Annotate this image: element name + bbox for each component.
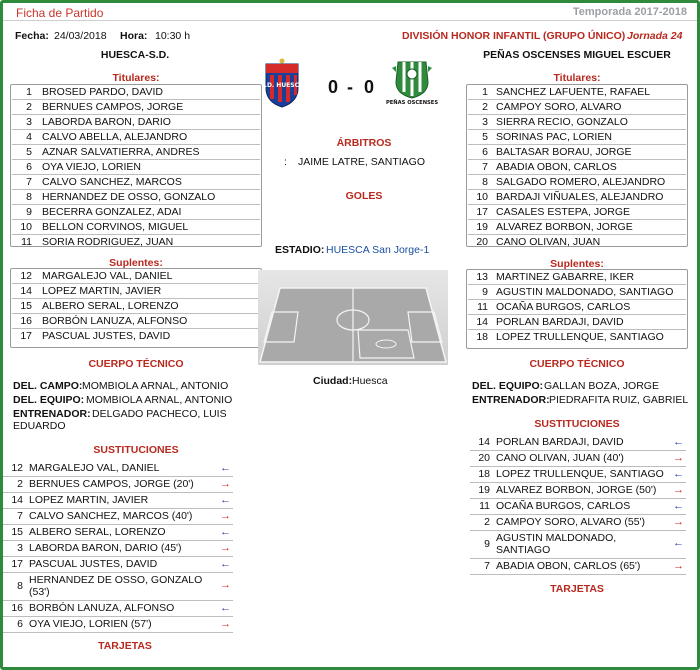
starter-row [12, 130, 260, 145]
top-bar [3, 3, 697, 21]
starter-row [12, 205, 260, 220]
away-crest-text: PEÑAS OSCENSES [385, 100, 439, 106]
stadium-label: ESTADIO: [275, 244, 325, 256]
starter-row [468, 130, 686, 145]
player-name[interactable]: ALBERO SERAL, LORENZO [42, 300, 179, 312]
shirt-number: 2 [484, 516, 490, 528]
away-staff-label: DEL. EQUIPO: [472, 380, 544, 392]
shirt-number: 11 [477, 301, 488, 313]
home-staff-value: DELGADO PACHECO, LUIS [92, 408, 227, 420]
player-name[interactable]: CALVO SANCHEZ, MARCOS [42, 176, 182, 188]
sub-row [12, 284, 260, 299]
referee-bullet: : [284, 156, 287, 168]
home-tarjetas-heading: TARJETAS [98, 640, 152, 652]
shirt-number: 3 [17, 542, 23, 554]
player-name[interactable]: LOPEZ MARTIN, JAVIER [42, 285, 162, 297]
sub-row [12, 269, 260, 284]
player-name[interactable]: AGUSTIN MALDONADO, [496, 532, 617, 544]
shirt-number: 8 [17, 580, 23, 592]
substitution-row [470, 483, 686, 499]
sub-out-arrow-icon: → [220, 542, 231, 554]
player-name[interactable]: OCAÑA BURGOS, CARLOS [496, 301, 631, 313]
starter-row [468, 145, 686, 160]
shirt-number: 11 [479, 500, 490, 512]
away-staff-value: GALLAN BOZA, JORGE [544, 380, 659, 392]
substitution-row [3, 557, 233, 573]
sub-out-arrow-icon: → [220, 510, 231, 522]
shirt-number: 12 [20, 270, 32, 282]
player-name[interactable]: ABADIA OBON, CARLOS [496, 161, 617, 173]
player-name[interactable]: MARGALEJO VAL, DANIEL [42, 270, 173, 282]
home-staff-label: DEL. EQUIPO: [13, 394, 85, 406]
shirt-number: 3 [26, 116, 32, 128]
player-name[interactable]: ALVAREZ BORBON, JORGE [496, 221, 633, 233]
home-titulares-heading: Titulares: [112, 72, 160, 84]
player-name[interactable]: MARGALEJO VAL, DANIEL [29, 462, 160, 474]
home-substitutions-heading: SUSTITUCIONES [93, 444, 179, 456]
player-name[interactable]: BALTASAR BORAU, JORGE [496, 146, 632, 158]
shirt-number: 5 [482, 131, 488, 143]
shirt-number: 16 [11, 602, 23, 614]
player-name[interactable]: LOPEZ TRULLENQUE, SANTIAGO [496, 468, 664, 480]
sub-out-arrow-icon: → [220, 478, 231, 490]
shirt-number: 13 [476, 271, 488, 283]
sub-in-arrow-icon: ← [673, 436, 684, 448]
away-tarjetas-heading: TARJETAS [550, 583, 604, 595]
sub-in-arrow-icon: ← [220, 602, 231, 614]
starter-row [468, 220, 686, 235]
substitution-row [3, 493, 233, 509]
player-name[interactable]: AGUSTIN MALDONADO, SANTIAGO [496, 286, 674, 298]
home-staff-label: DEL. CAMPO: [13, 380, 83, 392]
substitution-row [3, 601, 233, 617]
player-name[interactable]: SORINAS PAC, LORIEN [496, 131, 612, 143]
substitution-row [3, 525, 233, 541]
player-name[interactable]: PORLAN BARDAJI, DAVID [496, 436, 624, 448]
player-name[interactable]: LABORDA BARON, DARIO (45') [29, 542, 182, 554]
substitution-row [470, 467, 686, 483]
player-name[interactable]: HERNANDEZ DE OSSO, GONZALO [42, 191, 216, 203]
sub-row [12, 314, 260, 329]
shirt-number: 18 [478, 468, 490, 480]
shirt-number: 6 [26, 161, 32, 173]
shirt-number: 9 [484, 538, 490, 550]
shirt-number: 14 [11, 494, 23, 506]
player-name[interactable]: OCAÑA BURGOS, CARLOS [496, 500, 631, 512]
sub-out-arrow-icon: → [673, 560, 684, 572]
player-name[interactable]: CANO OLIVAN, JUAN (40') [496, 452, 624, 464]
player-name[interactable]: BORBÓN LANUZA, ALFONSO [29, 602, 175, 614]
shirt-number: 7 [484, 560, 490, 572]
player-name[interactable]: CANO OLIVAN, JUAN [496, 236, 601, 248]
player-name[interactable]: BERNUES CAMPOS, JORGE (20') [29, 478, 194, 490]
player-name[interactable]: LOPEZ MARTIN, JAVIER [29, 494, 149, 506]
home-crest-text: S.D. HUESCA [260, 82, 304, 89]
player-name[interactable]: HERNANDEZ DE OSSO, GONZALO [29, 574, 203, 586]
player-name[interactable]: BECERRA GONZALEZ, ADAI [42, 206, 182, 218]
starter-row [12, 220, 260, 235]
shirt-number: 11 [21, 236, 32, 248]
jornada-label: Jornada 24 [627, 30, 683, 42]
substitution-row [3, 617, 233, 633]
sub-row [468, 300, 686, 315]
home-staff-value: MOMBIOLA ARNAL, ANTONIO [86, 394, 233, 406]
player-name[interactable]: MARTINEZ GABARRE, IKER [496, 271, 635, 283]
sub-in-arrow-icon: ← [220, 494, 231, 506]
starter-row [468, 205, 686, 220]
starter-row [12, 115, 260, 130]
shirt-number: 20 [476, 236, 488, 248]
away-suplentes-heading: Suplentes: [550, 258, 604, 270]
shirt-number: 9 [26, 206, 32, 218]
shirt-number: 8 [26, 191, 32, 203]
starter-row [468, 160, 686, 175]
shirt-number: 6 [17, 618, 23, 630]
shirt-number: 19 [478, 484, 490, 496]
fecha-label: Fecha: [15, 30, 49, 42]
sub-in-arrow-icon: ← [220, 526, 231, 538]
player-name-cont: (53') [29, 586, 50, 598]
sub-out-arrow-icon: → [220, 579, 231, 591]
starter-row [468, 115, 686, 130]
shirt-number: 17 [11, 558, 23, 570]
shirt-number: 7 [17, 510, 23, 522]
shirt-number: 14 [20, 285, 32, 297]
substitution-row [470, 451, 686, 467]
sub-in-arrow-icon: ← [220, 558, 231, 570]
player-name[interactable]: PORLAN BARDAJI, DAVID [496, 316, 624, 328]
sub-row [468, 285, 686, 300]
football-pitch-image [258, 270, 448, 365]
shirt-number: 7 [482, 161, 488, 173]
goles-heading: GOLES [345, 190, 383, 202]
starter-row [12, 100, 260, 115]
player-name[interactable]: ABADIA OBON, CARLOS (65') [496, 560, 641, 572]
shirt-number: 6 [482, 146, 488, 158]
arbitros-heading: ÁRBITROS [336, 137, 392, 149]
player-name[interactable]: SALGADO ROMERO, ALEJANDRO [496, 176, 666, 188]
substitution-row [470, 531, 686, 559]
shirt-number: 19 [476, 221, 488, 233]
player-name[interactable]: PASCUAL JUSTES, DAVID [29, 558, 158, 570]
player-name[interactable]: SANCHEZ LAFUENTE, RAFAEL [496, 86, 651, 98]
home-suplentes-heading: Suplentes: [109, 257, 163, 269]
shirt-number: 17 [20, 330, 32, 342]
player-name[interactable]: CALVO SANCHEZ, MARCOS (40') [29, 510, 193, 522]
substitution-row [470, 515, 686, 531]
starter-row [12, 145, 260, 160]
sub-row [468, 315, 686, 330]
substitution-row [3, 573, 233, 601]
sub-in-arrow-icon: ← [220, 462, 231, 474]
player-name[interactable]: LOPEZ TRULLENQUE, SANTIAGO [496, 331, 664, 343]
player-name[interactable]: CASALES ESTEPA, JORGE [496, 206, 631, 218]
shirt-number: 1 [26, 86, 32, 98]
page-title: Ficha de Partido [16, 6, 104, 20]
shirt-number: 14 [476, 316, 488, 328]
shirt-number: 2 [26, 101, 32, 113]
player-name[interactable]: BARDAJI VIÑUALES, ALEJANDRO [496, 191, 664, 203]
player-name[interactable]: BROSED PARDO, DAVID [42, 86, 163, 98]
away-staff-heading: CUERPO TÉCNICO [529, 358, 625, 370]
substitution-row [3, 477, 233, 493]
starter-row [12, 175, 260, 190]
sub-in-arrow-icon: ← [673, 500, 684, 512]
away-crest-logo [385, 58, 439, 110]
shirt-number: 1 [482, 86, 488, 98]
sub-row [468, 330, 686, 344]
shirt-number: 2 [482, 101, 488, 113]
stadium-name[interactable]: HUESCA San Jorge-1 [326, 244, 430, 256]
fecha-value: 24/03/2018 [54, 30, 107, 42]
shirt-number: 10 [476, 191, 488, 203]
player-name[interactable]: OYA VIEJO, LORIEN [42, 161, 142, 173]
starter-row [468, 85, 686, 100]
sub-row [12, 299, 260, 314]
away-team-name: PEÑAS OSCENSES MIGUEL ESCUER [483, 49, 671, 61]
sub-out-arrow-icon: → [673, 516, 684, 528]
player-name[interactable]: OYA VIEJO, LORIEN (57') [29, 618, 152, 630]
away-staff-label: ENTRENADOR: [472, 394, 550, 406]
substitution-row [3, 509, 233, 525]
player-name[interactable]: ALBERO SERAL, LORENZO [29, 526, 166, 538]
city-label: Ciudad: [313, 375, 353, 387]
sub-row [468, 270, 686, 285]
shirt-number: 3 [482, 116, 488, 128]
player-name[interactable]: BERNUES CAMPOS, JORGE [42, 101, 184, 113]
starter-row [12, 235, 260, 249]
home-staff-heading: CUERPO TÉCNICO [88, 358, 184, 370]
shirt-number: 4 [26, 131, 32, 143]
sub-in-arrow-icon: ← [673, 537, 684, 549]
substitution-row [470, 499, 686, 515]
player-name-cont: SANTIAGO [496, 544, 551, 556]
away-score: 0 [364, 77, 375, 97]
city-name: Huesca [352, 375, 388, 387]
away-staff-value: PIEDRAFITA RUIZ, GABRIEL [549, 394, 689, 406]
player-name[interactable]: SIERRA RECIO, GONZALO [496, 116, 628, 128]
shirt-number: 16 [20, 315, 32, 327]
away-substitutions-heading: SUSTITUCIONES [534, 418, 620, 430]
hora-value: 10:30 h [155, 30, 191, 42]
home-staff-value-cont: EDUARDO [13, 420, 66, 432]
sub-out-arrow-icon: → [673, 484, 684, 496]
player-name[interactable]: AZNAR SALVATIERRA, ANDRES [42, 146, 200, 158]
home-staff-label: ENTRENADOR: [13, 408, 91, 420]
shirt-number: 2 [17, 478, 23, 490]
player-name[interactable]: ALVAREZ BORBON, JORGE (50') [496, 484, 657, 496]
home-crest-logo [262, 58, 302, 108]
starter-row [12, 160, 260, 175]
away-titulares-heading: Titulares: [553, 72, 601, 84]
shirt-number: 14 [478, 436, 490, 448]
player-name[interactable]: BORBÓN LANUZA, ALFONSO [42, 315, 188, 327]
sub-out-arrow-icon: → [220, 618, 231, 630]
substitution-row [3, 541, 233, 557]
competition-name: DIVISIÓN HONOR INFANTIL (GRUPO ÚNICO) [402, 30, 626, 42]
home-team-name: HUESCA-S.D. [100, 49, 170, 61]
shirt-number: 17 [476, 206, 488, 218]
shirt-number: 20 [478, 452, 490, 464]
shirt-number: 18 [476, 331, 488, 343]
shirt-number: 5 [26, 146, 32, 158]
player-name[interactable]: BELLON CORVINOS, MIGUEL [42, 221, 189, 233]
player-name[interactable]: CAMPOY SORO, ALVARO (55') [496, 516, 646, 528]
shirt-number: 7 [26, 176, 32, 188]
home-staff-value: MOMBIOLA ARNAL, ANTONIO [82, 380, 229, 392]
shirt-number: 9 [482, 286, 488, 298]
player-name[interactable]: SORIA RODRIGUEZ, JUAN [42, 236, 174, 248]
player-name[interactable]: CALVO ABELLA, ALEJANDRO [42, 131, 188, 143]
shirt-number: 15 [20, 300, 32, 312]
shirt-number: 15 [11, 526, 23, 538]
sub-in-arrow-icon: ← [673, 468, 684, 480]
score-separator: - [347, 77, 353, 97]
season-label: Temporada 2017-2018 [572, 6, 687, 18]
substitution-row [470, 559, 686, 575]
starter-row [468, 175, 686, 190]
player-name[interactable]: CAMPOY SORO, ALVARO [496, 101, 622, 113]
home-score: 0 [328, 77, 339, 97]
referee-name: JAIME LATRE, SANTIAGO [298, 156, 425, 168]
sub-out-arrow-icon: → [673, 452, 684, 464]
substitution-row [470, 435, 686, 451]
starter-row [12, 190, 260, 205]
shirt-number: 8 [482, 176, 488, 188]
hora-label: Hora: [120, 30, 148, 42]
shirt-number: 10 [20, 221, 32, 233]
starter-row [468, 100, 686, 115]
substitution-row [3, 461, 233, 477]
sub-row [12, 329, 260, 343]
player-name[interactable]: PASCUAL JUSTES, DAVID [42, 330, 171, 342]
player-name[interactable]: LABORDA BARON, DARIO [42, 116, 171, 128]
starter-row [468, 190, 686, 205]
starter-row [468, 235, 686, 249]
starter-row [12, 85, 260, 100]
shirt-number: 12 [11, 462, 23, 474]
